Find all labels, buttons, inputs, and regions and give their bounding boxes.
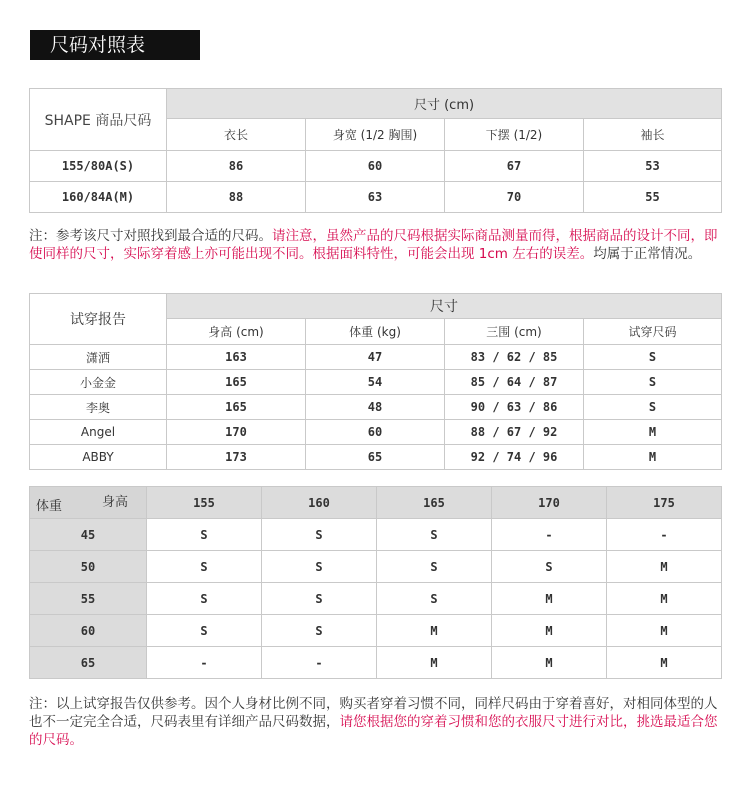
fit-report-group-header: 尺寸 [167,294,722,319]
table-cell: M [492,615,607,647]
matrix-weight-label: 体重 [36,499,63,514]
table-cell: 47 [306,345,445,370]
table-cell: S [262,583,377,615]
table-cell: 54 [306,370,445,395]
height-header: 160 [262,487,377,519]
table-cell: 67 [445,151,584,182]
table-cell: 60 [306,151,445,182]
table-cell: 85 / 64 / 87 [445,370,584,395]
page-title: 尺码对照表 [30,30,200,60]
table-cell: M [377,615,492,647]
table-cell: 53 [584,151,722,182]
size-chart-group-header: 尺寸 (cm) [167,89,722,119]
table-cell: M [607,615,722,647]
tester-name: ABBY [30,445,167,470]
note-text: 注：以上试穿报告仅供参考。因个人身材比例不同，购买者穿着习惯不同，同样尺码由于穿着喜好，对相同体型的人也不一定完全合适，尺码表里有详细产品尺码数据， [29,696,718,730]
table-cell: S [584,370,722,395]
note-warning-text: 请您根据您的穿着习惯和您的衣服尺寸进行对比，挑选最适合您的尺码。 [29,714,718,748]
table-cell: S [262,551,377,583]
column-header: 下摆 (1/2) [445,119,584,151]
table-cell: M [607,647,722,679]
tester-name: 潇洒 [30,345,167,370]
matrix-height-label: 身高 [101,495,128,510]
column-header: 衣长 [167,119,306,151]
table-row [30,345,722,370]
table-row [30,395,722,420]
table-cell: 70 [445,182,584,213]
table-cell: S [147,615,262,647]
size-label: 160/84A(M) [30,182,167,213]
table-row [30,519,722,551]
column-header: 身高 (cm) [167,319,306,345]
size-chart-corner: SHAPE 商品尺码 [30,89,167,151]
table-row [30,151,722,182]
table-cell: 88 / 67 / 92 [445,420,584,445]
height-header: 170 [492,487,607,519]
note-text: 注：参考该尺寸对照找到最合适的尺码。 [29,228,272,244]
size-label: 155/80A(S) [30,151,167,182]
height-weight-matrix [29,486,722,679]
tester-name: 李奥 [30,395,167,420]
table-cell: S [492,551,607,583]
weight-header: 60 [30,615,147,647]
size-chart-table [29,88,722,213]
table-cell: 88 [167,182,306,213]
table-cell: M [492,583,607,615]
table-cell: M [492,647,607,679]
table-cell: 83 / 62 / 85 [445,345,584,370]
table-row [30,551,722,583]
table-cell: S [147,519,262,551]
table-cell: 65 [306,445,445,470]
table-cell: - [492,519,607,551]
table-cell: 63 [306,182,445,213]
size-note [29,227,729,263]
table-cell: S [584,345,722,370]
table-cell: 165 [167,370,306,395]
note-warning-text: 请注意，虽然产品的尺码根据实际商品测量而得，根据商品的设计不同，即使同样的尺寸，实际穿着感上亦可能出现不同。根据面料特性，可能会出现 1cm 左右的误差。 [29,228,718,262]
table-cell: - [607,519,722,551]
tester-name: 小金金 [30,370,167,395]
column-header: 三围 (cm) [445,319,584,345]
table-cell: 163 [167,345,306,370]
table-cell: S [377,583,492,615]
table-cell: S [377,519,492,551]
table-row [30,182,722,213]
table-row [30,615,722,647]
table-row [30,370,722,395]
weight-header: 55 [30,583,147,615]
fit-report-note [29,695,729,749]
table-cell: 60 [306,420,445,445]
height-header: 155 [147,487,262,519]
table-cell: 92 / 74 / 96 [445,445,584,470]
table-row [30,445,722,470]
table-cell: M [584,420,722,445]
fit-report-table [29,293,722,470]
note-text: 均属于正常情况。 [593,246,702,262]
column-header: 身宽 (1/2 胸围) [306,119,445,151]
table-cell: M [584,445,722,470]
column-header: 体重 (kg) [306,319,445,345]
table-cell: 165 [167,395,306,420]
height-header: 165 [377,487,492,519]
weight-header: 45 [30,519,147,551]
weight-header: 50 [30,551,147,583]
table-cell: 173 [167,445,306,470]
matrix-corner [30,487,147,519]
table-cell: 90 / 63 / 86 [445,395,584,420]
column-header: 袖长 [584,119,722,151]
table-row [30,583,722,615]
table-cell: - [262,647,377,679]
table-cell: M [607,551,722,583]
table-cell: S [147,551,262,583]
table-cell: S [147,583,262,615]
fit-report-corner: 试穿报告 [30,294,167,345]
table-cell: 86 [167,151,306,182]
table-row [30,420,722,445]
table-cell: S [262,519,377,551]
table-cell: 48 [306,395,445,420]
tester-name: Angel [30,420,167,445]
table-cell: 55 [584,182,722,213]
table-cell: M [377,647,492,679]
table-cell: - [147,647,262,679]
table-row [30,647,722,679]
table-cell: 170 [167,420,306,445]
table-cell: S [377,551,492,583]
table-cell: S [262,615,377,647]
table-cell: M [607,583,722,615]
weight-header: 65 [30,647,147,679]
height-header: 175 [607,487,722,519]
table-cell: S [584,395,722,420]
column-header: 试穿尺码 [584,319,722,345]
